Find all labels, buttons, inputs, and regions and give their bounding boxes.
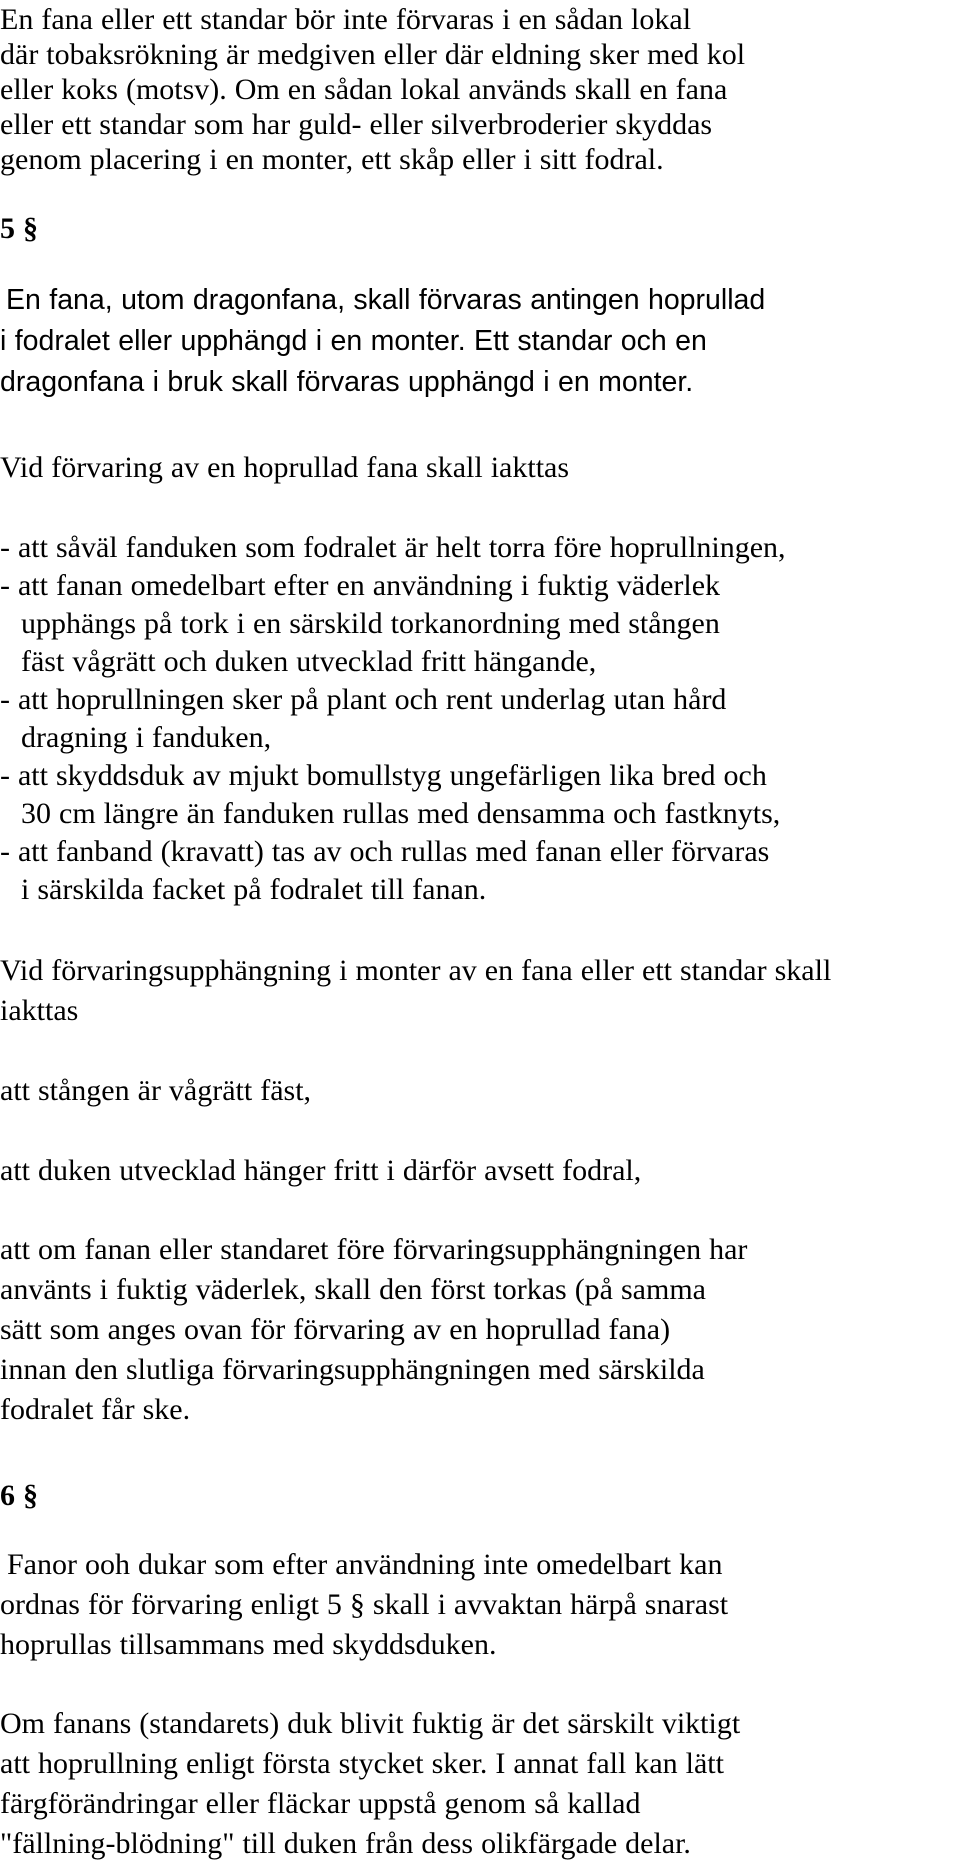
text-line: att hoprullning enligt första stycket sker. I annat fall kan lätt [0,1747,724,1780]
text-line: iakttas [0,994,79,1027]
text-line: fodralet får ske. [0,1393,191,1426]
text-line: använts i fuktig väderlek, skall den först torkas (på samma [0,1273,706,1306]
text-line: att om fanan eller standaret före förvaringsupphängningen har [0,1233,748,1266]
text-line: Fanor ooh dukar som efter användning inte omedelbart kan [7,1548,723,1581]
list-item-continuation: upphängs på tork i en särskild torkanordning med stången [21,607,720,640]
list-item-continuation: dragning i fanduken, [21,721,272,754]
list-item-continuation: i särskilda facket på fodralet till fanan. [21,873,487,906]
text-line: eller koks (motsv). Om en sådan lokal används skall en fana [0,73,728,106]
paragraph-intro: Vid förvaringsupphängning i monter av en fana eller ett standar skall [0,954,832,987]
list-item-continuation: fäst vågrätt och duken utvecklad fritt hängande, [21,645,597,678]
text-line: ordnas för förvaring enligt 5 § skall i avvaktan härpå snarast [0,1588,729,1621]
text-line: "fällning-blödning" till duken från dess olikfärgade delar. [0,1827,691,1860]
section-heading-6: 6 § [0,1479,38,1512]
text-line: färgförändringar eller fläckar uppstå genom så kallad [0,1787,641,1820]
list-item: - att fanband (kravatt) tas av och rullas med fanan eller förvaras [0,835,770,868]
text-line: genom placering i en monter, ett skåp eller i sitt fodral. [0,143,664,176]
paragraph-intro: Vid förvaring av en hoprullad fana skall iakttas [0,451,570,484]
text-line: En fana, utom dragonfana, skall förvaras antingen hoprullad [6,284,766,316]
text-line: innan den slutliga förvaringsupphängningen med särskilda [0,1353,705,1386]
list-item: - att hoprullningen sker på plant och rent underlag utan hård [0,683,727,716]
text-line: där tobaksrökning är medgiven eller där eldning sker med kol [0,38,746,71]
list-item: - att skyddsduk av mjukt bomullstyg ungefärligen lika bred och [0,759,767,792]
text-line: dragonfana i bruk skall förvaras upphängd i en monter. [0,366,694,398]
section-heading-5: 5 § [0,212,38,245]
list-item: att duken utvecklad hänger fritt i därför avsett fodral, [0,1154,642,1187]
text-line: En fana eller ett standar bör inte förvaras i en sådan lokal [0,3,692,36]
list-item: - att fanan omedelbart efter en användning i fuktig väderlek [0,569,721,602]
text-line: hoprullas tillsammans med skyddsduken. [0,1628,497,1661]
list-item-continuation: 30 cm längre än fanduken rullas med densamma och fastknyts, [21,797,781,830]
text-line: i fodralet eller upphängd i en monter. Ett standar och en [0,325,707,357]
text-line: eller ett standar som har guld- eller silverbroderier skyddas [0,108,713,141]
text-line: sätt som anges ovan för förvaring av en hoprullad fana) [0,1313,671,1346]
text-line: Om fanans (standarets) duk blivit fuktig är det särskilt viktigt [0,1707,741,1740]
list-item: - att såväl fanduken som fodralet är helt torra före hoprullningen, [0,531,786,564]
list-item: att stången är vågrätt fäst, [0,1074,312,1107]
